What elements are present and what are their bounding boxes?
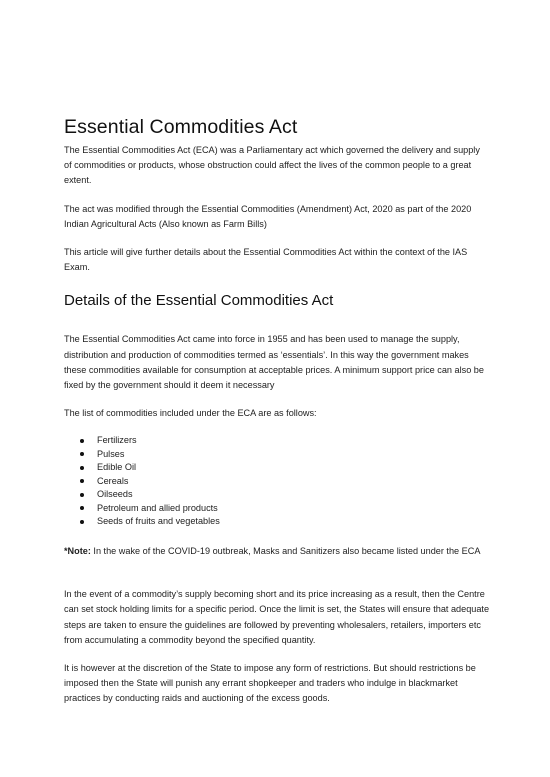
- bullet-icon: [80, 466, 84, 470]
- section-paragraph: The list of commodities included under the ECA are as follows:: [64, 408, 317, 419]
- note-paragraph: [64, 544, 490, 559]
- bullet-icon: [80, 506, 84, 510]
- note-text: In the wake of the COVID-19 outbreak, Masks and Sanitizers also became listed under the ECA: [90, 545, 481, 556]
- list-item: Petroleum and allied products: [80, 502, 490, 516]
- bullet-icon: [80, 493, 84, 497]
- list-item: Edible Oil: [80, 461, 490, 475]
- section-heading: Details of the Essential Commodities Act: [64, 292, 334, 310]
- list-item: Oilseeds: [80, 488, 490, 502]
- bullet-icon: [80, 452, 84, 456]
- intro-paragraph: The act was modified through the Essential Commodities (Amendment) Act, 2020 as part of the 2020 Indian Agricultural Acts (Also known as Farm Bills): [64, 203, 472, 229]
- bullet-icon: [80, 520, 84, 524]
- bullet-icon: [80, 439, 84, 443]
- intro-paragraph: The Essential Commodities Act (ECA) was a Parliamentary act which governed the delivery and supply of commodities or products, whose obstruction could affect the lives of the common people to a great extent.: [64, 145, 480, 186]
- closing-paragraph: It is however at the discretion of the State to impose any form of restrictions. But should restrictions be imposed then the State will punish any errant shopkeeper and traders who indulge in blackmarket practices by conducting raids and auctioning of the excess goods.: [64, 662, 476, 704]
- list-item: Fertilizers: [80, 434, 490, 448]
- page-title: Essential Commodities Act: [64, 116, 298, 138]
- bullet-icon: [80, 479, 84, 483]
- commodities-list: [64, 434, 490, 529]
- note-label: *Note:: [64, 545, 91, 556]
- section-paragraph: The Essential Commodities Act came into force in 1955 and has been used to manage the supply, distribution and production of commodities termed as ‘essentials’. In this way the government makes these commodities available for consumption at acceptable prices. A minimum support price can also be fixed by the government should it deem it necessary: [64, 334, 484, 391]
- list-item: Pulses: [80, 448, 490, 462]
- list-item: Cereals: [80, 475, 490, 489]
- list-item: Seeds of fruits and vegetables: [80, 515, 490, 529]
- intro-paragraph: This article will give further details about the Essential Commodities Act within the context of the IAS Exam.: [64, 247, 468, 273]
- closing-paragraph: In the event of a commodity’s supply becoming short and its price increasing as a result, then the Centre can set stock holding limits for a specific period. Once the limit is set, the States will ensure that adequate steps are taken to ensure the guidelines are followed by preventing wholesalers, retailers, importers etc from accumulating a commodity beyond the specified quantity.: [64, 589, 490, 645]
